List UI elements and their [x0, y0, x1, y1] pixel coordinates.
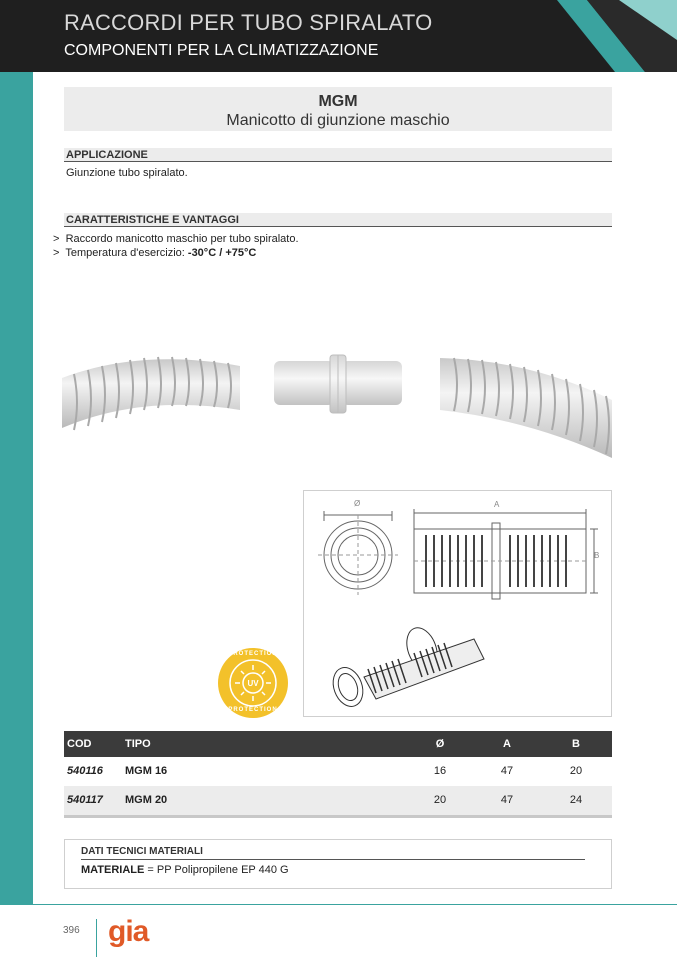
spiral-tube-photo-left — [62, 348, 242, 444]
footer-separator — [96, 919, 97, 957]
material-line — [81, 864, 289, 876]
cell-tipo: MGM 20 — [125, 794, 168, 806]
material-label: MATERIALE — [81, 864, 145, 876]
table-bottom-rule — [64, 815, 612, 818]
temperature-range: -30°C / +75°C — [187, 247, 257, 259]
bullet-marker: > — [53, 233, 60, 245]
header-subtitle: COMPONENTI PER LA CLIMATIZZAZIONE — [64, 42, 379, 59]
badge-center-text: UV — [247, 679, 259, 688]
feature-item — [53, 247, 256, 259]
diameter-label: Ø — [354, 499, 361, 508]
header-b: B — [572, 738, 580, 750]
drawing-diagram — [304, 491, 611, 716]
material-value: = PP Polipropilene EP 440 G — [144, 864, 289, 876]
bullet-marker: > — [53, 247, 60, 259]
features-heading: CARATTERISTICHE E VANTAGGI — [64, 213, 612, 227]
technical-drawing — [303, 490, 612, 717]
table-row — [64, 757, 612, 786]
cell-a: 47 — [500, 765, 514, 777]
coupling-photo — [272, 353, 404, 415]
header-a: A — [503, 738, 511, 750]
footer-rule — [0, 904, 677, 905]
product-title-box — [64, 87, 612, 131]
header-tipo: TIPO — [125, 738, 151, 750]
cell-a: 47 — [500, 794, 514, 806]
table-header-row — [64, 731, 612, 757]
tech-data-box — [64, 839, 612, 889]
gia-logo: gia — [108, 915, 149, 948]
header-cod: COD — [67, 738, 92, 750]
cell-diameter: 16 — [433, 765, 447, 777]
header-title: RACCORDI PER TUBO SPIRALATO — [64, 10, 433, 35]
badge-top-text: PROTECTION — [228, 651, 278, 657]
badge-bottom-text: PROTECTION — [228, 707, 278, 713]
tech-heading: DATI TECNICI MATERIALI — [81, 846, 585, 860]
spiral-tube-photo-right — [440, 350, 614, 460]
side-accent-bar — [0, 72, 33, 904]
dimension-b-label: B — [594, 551, 600, 560]
feature-item — [53, 233, 299, 245]
cell-b: 24 — [569, 794, 583, 806]
cell-tipo: MGM 16 — [125, 765, 168, 777]
cell-cod: 540117 — [67, 794, 103, 806]
feature-text: Raccordo manicotto maschio per tubo spiralato. — [65, 233, 299, 245]
cell-diameter: 20 — [433, 794, 447, 806]
page-header — [0, 0, 677, 72]
feature-text: Temperatura d'esercizio: — [65, 247, 188, 259]
product-name: Manicotto di giunzione maschio — [226, 112, 450, 129]
application-heading: APPLICAZIONE — [64, 148, 612, 162]
dimension-a-label: A — [494, 500, 500, 509]
product-code: MGM — [318, 93, 358, 110]
header-corner-decoration — [557, 0, 677, 72]
application-text: Giunzione tubo spiralato. — [66, 167, 188, 179]
table-row — [64, 786, 612, 815]
uv-protection-badge — [217, 647, 289, 724]
cell-b: 20 — [569, 765, 583, 777]
header-diameter: Ø — [435, 738, 445, 750]
page-number: 396 — [63, 925, 80, 936]
cell-cod: 540116 — [67, 765, 103, 777]
product-table — [64, 731, 612, 818]
